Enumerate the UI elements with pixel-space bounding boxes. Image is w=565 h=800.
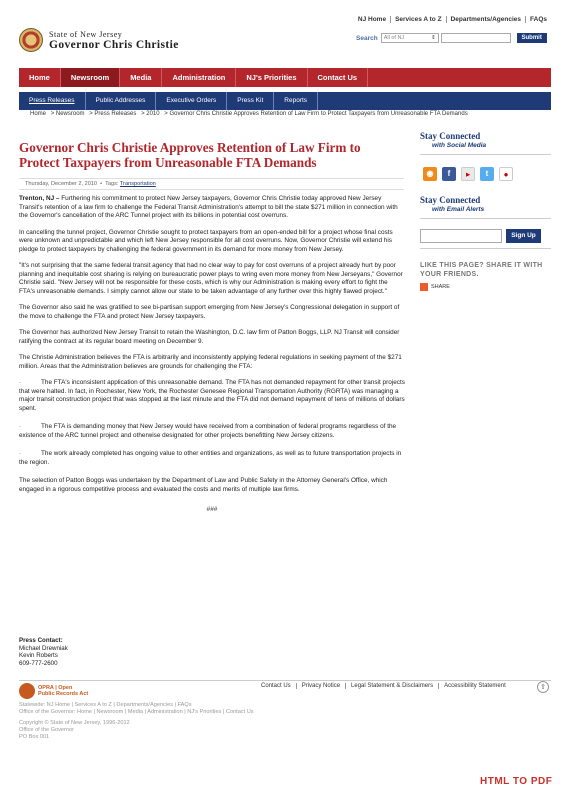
- bullet-1: [19, 379, 405, 413]
- opra-line-2: Public Records Act: [38, 691, 89, 697]
- social-heading: Stay Connected: [420, 131, 481, 141]
- footer-links: [256, 683, 511, 689]
- nav-administration[interactable]: Administration: [162, 68, 236, 87]
- nav-media[interactable]: Media: [120, 68, 162, 87]
- end-marker: ###: [206, 506, 218, 513]
- signup-button[interactable]: Sign Up: [506, 229, 541, 243]
- tags-label: Tags:: [105, 181, 119, 187]
- top-link-faqs[interactable]: FAQs: [530, 16, 547, 23]
- top-utility-nav: [354, 16, 551, 23]
- back-to-top-icon[interactable]: ⇧: [537, 681, 549, 693]
- search-submit-button[interactable]: Submit: [517, 33, 547, 43]
- nav-newsroom[interactable]: Newsroom: [61, 68, 120, 87]
- flickr-icon[interactable]: ●: [499, 167, 513, 181]
- copyright: Copyright © State of New Jersey, 1996-2012: [19, 720, 130, 726]
- email-heading: Stay Connected: [420, 195, 481, 205]
- nav-priorities[interactable]: NJ's Priorities: [236, 68, 307, 87]
- divider: [420, 218, 551, 219]
- footer-divider: [19, 680, 551, 681]
- nav-contact[interactable]: Contact Us: [308, 68, 369, 87]
- bullet-mark: ·: [19, 423, 22, 430]
- search-bar: [356, 33, 547, 43]
- breadcrumb-year[interactable]: > 2010: [141, 111, 160, 117]
- article-body: [19, 195, 405, 539]
- divider: [420, 154, 551, 155]
- email-field[interactable]: [420, 229, 502, 243]
- press-contact: [19, 637, 68, 667]
- paragraph-7: The selection of Patton Boggs was undertaken by the Department of Law and Public Safety in the Attorney General's Office, which engaged in a rigorous competitive process and evaluated the costs and merits of multiple law firms.: [19, 477, 388, 493]
- top-link-services[interactable]: Services A to Z: [391, 16, 446, 23]
- share-label: SHARE: [431, 284, 450, 290]
- breadcrumb-press-releases[interactable]: > Press Releases: [89, 111, 137, 117]
- paragraph-6: The Christie Administration believes the FTA is arbitrarily and inconsistently applying federal regulations in seeking payment of the $271 million. Areas that the Administration believes are grounds for challenging the FTA:: [19, 354, 402, 370]
- article-date: Thursday, December 2, 2010: [25, 181, 98, 187]
- rss-icon[interactable]: ◉: [423, 167, 437, 181]
- paragraph-1: [19, 195, 405, 221]
- breadcrumb-home[interactable]: Home: [30, 111, 47, 117]
- share-button[interactable]: [420, 283, 551, 291]
- site-logo[interactable]: [19, 28, 179, 52]
- nav-home[interactable]: Home: [19, 68, 61, 87]
- bullet-mark: ·: [19, 450, 22, 457]
- page-title: Governor Chris Christie Approves Retention of Law Firm to Protect Taxpayers from Unreasonable FTA Demands: [19, 140, 361, 170]
- footer-small-print: [19, 702, 254, 741]
- contact-name-1: Michael Drewniak: [19, 644, 68, 652]
- contact-phone: 609-777-2600: [19, 659, 58, 667]
- logo-line-2: Governor Chris Christie: [49, 38, 179, 51]
- footer-legal-link[interactable]: Legal Statement & Disclaimers: [346, 683, 439, 689]
- statewide-links[interactable]: Statewide: NJ Home | Services A to Z | Departments/Agencies | FAQs: [19, 702, 192, 708]
- sidebar: [420, 131, 551, 291]
- email-signup-row: [420, 229, 551, 243]
- paragraph-4: The Governor also said he was gratified to see bi-partisan support emerging from New Jersey's Congressional delegation in support of the move to challenge the FTA and protect New Jersey taxpayers.: [19, 304, 400, 320]
- footer-contact-link[interactable]: Contact Us: [256, 683, 297, 689]
- paragraph-5: The Governor has authorized New Jersey Transit to retain the Washington, D.C. law firm of Patton Boggs, LLP. NJ Transit will consider ratifying the contract at its regular board meeting on December 9.: [19, 329, 400, 345]
- subnav-executive-orders[interactable]: Executive Orders: [156, 92, 227, 110]
- social-subheading: with Social Media: [432, 142, 487, 149]
- footer-privacy-link[interactable]: Privacy Notice: [297, 683, 346, 689]
- po-box: PO Box 001: [19, 734, 50, 740]
- subnav-reports[interactable]: Reports: [274, 92, 318, 110]
- main-nav: [19, 68, 551, 87]
- bullet-3: [19, 450, 405, 467]
- sub-nav: [19, 92, 551, 110]
- state-seal-icon: [19, 28, 43, 52]
- top-link-departments[interactable]: Departments/Agencies: [447, 16, 526, 23]
- paragraph-3: "It's not surprising that the same federal transit agency that had no clear way to pay for cost overruns of a project already hurt by poor planning and inequitable cost sharing is relying on bureaucratic power plays to wring even more money from New Jerseyans," Governor Christie said. "New Jersey will not be responsible for these costs, which is why our Administration is making every effort to fight the FTA's unreasonable demands. I simply cannot allow our state to be taken advantage of any further over this highly flawed project.": [19, 262, 403, 295]
- breadcrumb-newsroom[interactable]: > Newsroom: [50, 111, 85, 117]
- logo-line-1: State of New Jersey: [49, 29, 123, 39]
- twitter-icon[interactable]: t: [480, 167, 494, 181]
- search-scope-value: All of NJ: [383, 35, 405, 41]
- article-meta: Thursday, December 2, 2010 • Tags: Transportation: [19, 178, 404, 190]
- share-icon: [420, 283, 428, 291]
- press-contact-heading: Press Contact:: [19, 637, 63, 644]
- bullet-2-text: The FTA is demanding money that New Jersey would have received from a combination of federal programs regardless of the existence of the ARC tunnel project and otherwise designated for other projects benefitting New Jersey citizens.: [19, 423, 397, 439]
- social-icons: [423, 167, 551, 181]
- tag-link[interactable]: Transportation: [119, 181, 156, 187]
- paragraph-2: In cancelling the tunnel project, Governor Christie sought to protect taxpayers from an open-ended bill for a project whose final costs were unknown and unpredictable and which left New Jersey responsible for all cost overruns. Now, Governor Christie will extend his pledge to protect taxpayers by challenging the federal government in its demand for more money from New Jersey.: [19, 228, 393, 253]
- footer-accessibility-link[interactable]: Accessibility Statement: [444, 683, 506, 689]
- top-link-nj-home[interactable]: NJ Home: [354, 16, 391, 23]
- updown-arrow-icon: ⇕: [431, 35, 436, 41]
- dateline: Trenton, NJ –: [19, 195, 62, 202]
- html-to-pdf-watermark: HTML TO PDF: [480, 776, 553, 787]
- facebook-icon[interactable]: f: [442, 167, 456, 181]
- opra-seal-icon: [19, 683, 35, 699]
- youtube-icon[interactable]: ▶: [461, 167, 475, 181]
- email-subheading: with Email Alerts: [432, 206, 485, 213]
- bullet-1-text: The FTA's inconsistent application of this unreasonable demand. The FTA has not demanded repayment for other transit projects that were halted. In fact, in Rochester, New York, the Rochester Genesee Regional Transportation Authority (RGRTA) was managing a major transit construction project that was stopped at the last minute and the FTA did not demand repayment of tens of millions of dollars spent.: [19, 379, 405, 412]
- subnav-press-kit[interactable]: Press Kit: [227, 92, 274, 110]
- opra-line-1: OPRA | Open: [38, 685, 73, 691]
- search-label: Search: [356, 34, 378, 42]
- office-links[interactable]: Office of the Governor: Home | Newsroom | Media | Administration | NJ's Priorities | Contact Us: [19, 709, 254, 715]
- divider: [420, 248, 551, 249]
- bullet-3-text: The work already completed has ongoing value to other entities and organizations, as well as to future transportation projects in the region.: [19, 450, 402, 466]
- breadcrumb-current: > Governor Chris Christie Approves Retention of Law Firm to Protect Taxpayers from Unreasonable FTA Demands: [164, 111, 468, 117]
- office-name: Office of the Governor: [19, 727, 74, 733]
- breadcrumb: [30, 111, 471, 117]
- contact-name-2: Kevin Roberts: [19, 652, 58, 659]
- share-prompt: LIKE THIS PAGE? SHARE IT WITH YOUR FRIENDS.: [420, 262, 543, 278]
- opra-logo[interactable]: [19, 683, 88, 699]
- subnav-public-addresses[interactable]: Public Addresses: [86, 92, 157, 110]
- bullet-2: [19, 423, 405, 440]
- search-input[interactable]: [441, 33, 511, 43]
- subnav-press-releases[interactable]: Press Releases: [19, 92, 86, 110]
- search-scope-select[interactable]: [381, 33, 439, 43]
- paragraph-1-text: Furthering his commitment to protect New Jersey taxpayers, Governor Chris Christie today approved New Jersey Transit's retention of a law firm to challenge the Federal Transit Administration's attempt to bill the state $271 million in connection with the Governor's cancellation of the ARC Tunnel project with its billions in potential cost overruns.: [19, 195, 398, 219]
- bullet-mark: ·: [19, 379, 22, 386]
